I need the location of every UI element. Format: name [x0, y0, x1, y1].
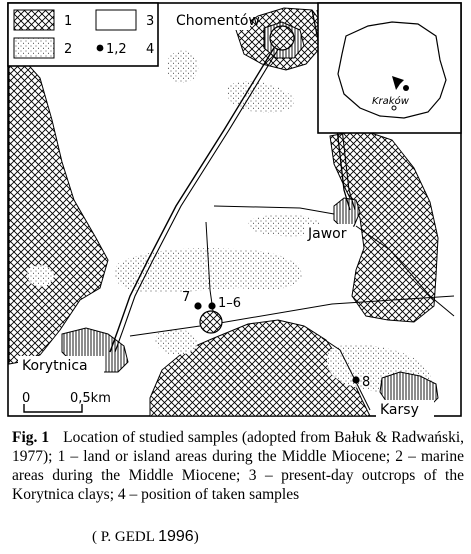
legend-swatch-1 [14, 10, 54, 30]
legend-swatch-2 [14, 38, 54, 58]
legend-key-2: 2 [64, 42, 73, 57]
place-karsy: Karsy [380, 402, 419, 418]
sample-label-8: 8 [362, 375, 371, 390]
place-korytnica: Korytnica [22, 358, 88, 374]
place-jawor: Jawor [308, 226, 347, 242]
figure-label: Fig. 1 [12, 429, 50, 446]
figure-caption [12, 428, 464, 504]
scale-bar-start: 0 [22, 391, 31, 406]
sample-point-7 [194, 302, 201, 309]
legend-key-1: 1 [64, 14, 73, 29]
legend-swatch-4-dot [97, 45, 104, 52]
credit-year: 1996 [158, 528, 194, 545]
outcrop-circle-north [270, 26, 294, 50]
legend-point-label: 1,2 [106, 42, 127, 57]
legend-swatch-3 [96, 10, 136, 30]
legend-key-3: 3 [146, 14, 155, 29]
sample-point-8 [352, 376, 359, 383]
sample-label-7: 7 [182, 290, 191, 305]
legend-key-4: 4 [146, 42, 155, 57]
figure-caption-text: Location of studied samples (adopted from Bałuk & Radwański, 1977); 1 – land or island areas during the Middle Miocene; 2 – marine areas during the Middle Miocene; 3 – present-day outcrops of the Korytnica clays; 4 – position of taken samples [12, 429, 465, 503]
credit-close: ) [193, 529, 199, 545]
credit-author: ( P. GEDL [92, 529, 159, 545]
scale-bar-end: 0,5km [70, 391, 111, 406]
inset-study-dot [403, 85, 409, 91]
place-chomentow: Chomentów [176, 13, 260, 29]
sample-label-1-6: 1–6 [218, 296, 242, 311]
sample-point-1-6 [208, 302, 215, 309]
source-credit [92, 528, 199, 546]
marine-area-1 [167, 50, 199, 83]
outcrop-circle-samples [200, 311, 222, 333]
place-krakow: Kraków [372, 96, 409, 107]
